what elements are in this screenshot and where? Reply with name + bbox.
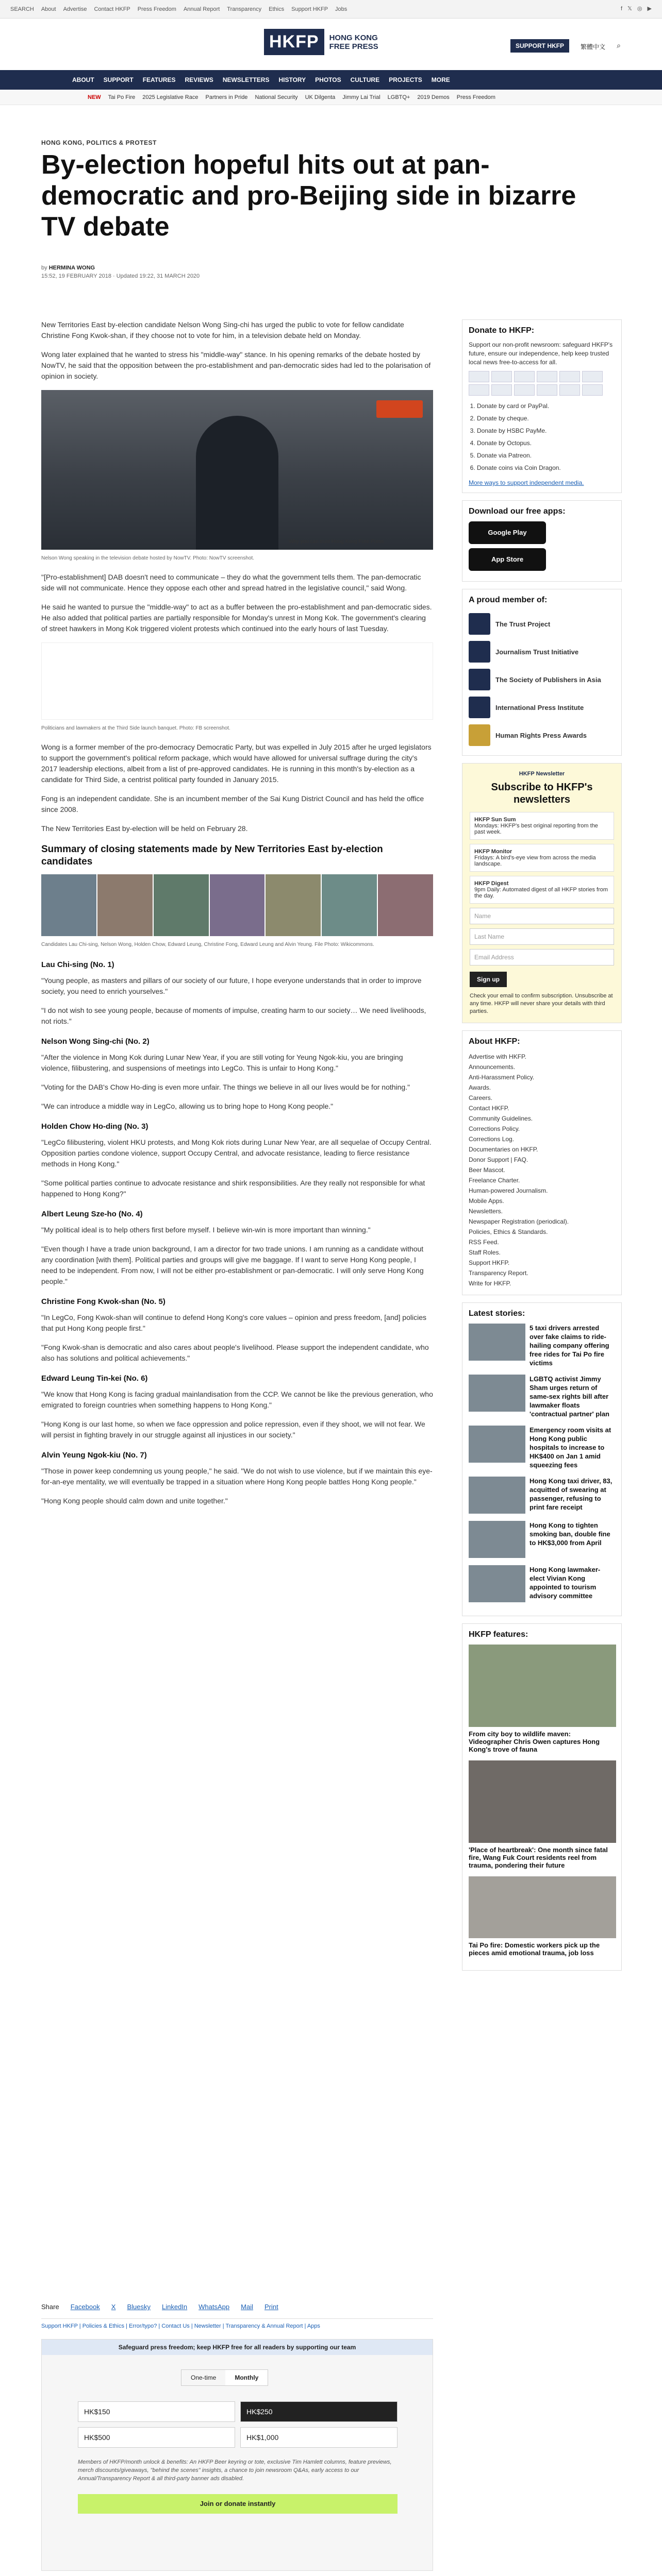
donation-methods <box>477 400 615 474</box>
share-linkedin[interactable]: LinkedIn <box>162 2303 188 2311</box>
share-print[interactable]: Print <box>264 2303 278 2311</box>
story-title[interactable]: Hong Kong lawmaker-elect Vivian Kong appointed to tourism advisory committee <box>529 1566 601 1600</box>
about-panel <box>462 1030 622 1295</box>
quote: "Hong Kong is our last home, so when we face oppression and police repression, even if they shoot, we will not fear. We will persist in fighting bravely in our struggle against all injustices in our society." <box>41 1420 425 1439</box>
quote: "Hong Kong people should calm down and unite together." <box>41 1497 228 1505</box>
nav-newsletters[interactable]: NEWSLETTERS <box>222 76 270 83</box>
nav-support[interactable]: SUPPORT <box>103 76 134 83</box>
member-name: Journalism Trust Initiative <box>495 648 579 656</box>
donate-panel <box>462 319 622 493</box>
member-name: Human Rights Press Awards <box>495 731 587 739</box>
donation-method[interactable]: 2. Donate by cheque. <box>477 412 615 425</box>
trending-item[interactable]: UK Dilgenta <box>305 94 336 100</box>
trending-item[interactable]: Partners in Pride <box>205 94 248 100</box>
paragraph: Fong is an independent candidate. She is an incumbent member of the Sai Kung District Council and has held the office since 2008. <box>41 794 424 814</box>
quote: "I do not wish to see young people, because of moments of impulse, creating harm to our society… We need livelihoods, not riots." <box>41 1006 426 1025</box>
about-link[interactable]: Transparency Report. <box>469 1269 528 1277</box>
about-link[interactable]: Donor Support | FAQ. <box>469 1156 528 1163</box>
trending-bar <box>0 90 662 105</box>
about-link[interactable]: Policies, Ethics & Standards. <box>469 1228 548 1235</box>
paragraph: He said he wanted to pursue the "middle-way" to act as a buffer between the pro-establishment and pan-democratic sides. He also added that political parties are partially responsible for Monday's unrest in Mong Kok. The government's clearing of street hawkers in Mong Kok triggered violent protests which continued into the early hours of last Tuesday. <box>41 603 432 633</box>
payment-icons <box>469 371 615 396</box>
story-item[interactable] <box>469 1375 615 1418</box>
about-link[interactable]: Write for HKFP. <box>469 1280 511 1287</box>
story-thumbnail <box>469 1375 525 1412</box>
nav-about[interactable]: ABOUT <box>72 76 94 83</box>
quote: "Young people, as masters and pillars of our society of our future, I hope everyone understands that in order to improve society, you need to enrich yourselves." <box>41 976 422 995</box>
donation-method[interactable]: 6. Donate coins via Coin Dragon. <box>477 462 615 474</box>
candidate-heading: Alvin Yeung Ngok-kiu (No. 7) <box>41 1451 147 1460</box>
google-play-button[interactable]: Google Play <box>469 521 546 544</box>
story-title[interactable]: LGBTQ activist Jimmy Sham urges return of same-sex rights bill after lawmaker floats 'contractual partner' plan <box>529 1375 609 1418</box>
latest-heading: Latest stories: <box>469 1309 525 1318</box>
top-link-transparency[interactable]: Transparency <box>227 6 262 12</box>
quote: "My political ideal is to help others first before myself. I believe win-win is more important than winning." <box>41 1226 371 1234</box>
donation-widget <box>41 2339 433 2571</box>
top-link-contact[interactable]: Contact HKFP <box>94 6 130 12</box>
newsletter-note: Check your email to confirm subscription. Unsubscribe at any time. HKFP will never share your details with third parties. <box>470 993 613 1014</box>
newsletter-name: HKFP Monitor <box>474 849 512 855</box>
about-link[interactable]: Announcements. <box>469 1063 516 1071</box>
latest-stories-panel <box>462 1302 622 1616</box>
app-store-button[interactable]: App Store <box>469 548 546 571</box>
story-title[interactable]: 5 taxi drivers arrested over fake claims to ride-hailing company offering free rides for Tai Po fire victims <box>529 1324 609 1367</box>
story-title[interactable]: Emergency room visits at Hong Kong public hospitals to increase to HK$400 on Jan 1 amid squeezing fees <box>529 1426 611 1469</box>
article-category[interactable]: HONG KONG, POLITICS & PROTEST <box>41 139 157 146</box>
last-name-field[interactable]: Last Name <box>470 928 614 945</box>
about-link[interactable]: Community Guidelines. <box>469 1115 533 1122</box>
search-icon[interactable]: ⌕ <box>617 41 621 49</box>
monthly-option[interactable]: Monthly <box>225 2370 268 2385</box>
article-dates: 15:52, 19 FEBRUARY 2018 · Updated 19:22, 31 MARCH 2020 <box>41 273 200 279</box>
trending-item[interactable]: Jimmy Lai Trial <box>342 94 380 100</box>
newsletter-name: HKFP Sun Sum <box>474 817 516 823</box>
one-time-option[interactable]: One-time <box>191 2374 217 2381</box>
trending-item[interactable]: 2025 Legislative Race <box>142 94 198 100</box>
share-x[interactable]: X <box>111 2303 116 2311</box>
story-thumbnail <box>469 1426 525 1463</box>
byline <box>41 264 200 280</box>
member-name: International Press Institute <box>495 703 584 711</box>
quote: "Even though I have a trade union background, I am a director for two trade unions. I am running as a candidate without any coordination [with them]. Political parties and groups will give me baggage. If I want to serve Hong Kong people, I need to be independent. From now, I will not be either pro-establishment or pan-democratic. I will only serve Hong Kong people." <box>41 1245 424 1285</box>
feature-title[interactable]: 'Place of heartbreak': One month since fatal fire, Wang Fuk Court residents reel from trauma, pondering their future <box>469 1846 608 1869</box>
candidate-heading: Albert Leung Sze-ho (No. 4) <box>41 1210 143 1218</box>
membership-panel <box>462 589 622 756</box>
candidates-photo <box>41 874 433 936</box>
nowtv-logo <box>376 400 423 418</box>
photo-caption: Candidates Lau Chi-sing, Nelson Wong, Holden Chow, Edward Leung, Christine Fong, Edward Leung and Alvin Yeung. File Photo: Wikicommons. <box>41 942 374 947</box>
top-link-ethics[interactable]: Ethics <box>269 6 285 12</box>
story-item[interactable] <box>469 1426 615 1469</box>
trending-item[interactable]: LGBTQ+ <box>387 94 410 100</box>
masthead <box>0 19 662 70</box>
member-heading: A proud member of: <box>469 596 548 604</box>
newsletter-desc: 9pm Daily: Automated digest of all HKFP stories from the day. <box>474 887 608 899</box>
features-panel <box>462 1623 622 1971</box>
candidate-heading: Christine Fong Kwok-shan (No. 5) <box>41 1297 166 1306</box>
share-facebook[interactable]: Facebook <box>70 2303 100 2311</box>
donation-method[interactable]: 5. Donate via Patreon. <box>477 449 615 462</box>
amount-option[interactable]: HK$150 <box>78 2401 235 2422</box>
feature-image[interactable] <box>469 1876 616 1938</box>
article-body <box>41 319 433 1515</box>
nav-history[interactable]: HISTORY <box>278 76 306 83</box>
donate-text: Support our non-profit newsroom: safeguard HKFP's future, ensure our independence, help keep trusted local news free-to-access for all. <box>469 341 613 366</box>
trending-new-badge: NEW <box>88 94 101 100</box>
speaker-figure <box>196 416 278 550</box>
share-bluesky[interactable]: Bluesky <box>127 2303 151 2311</box>
story-item[interactable] <box>469 1565 615 1602</box>
top-link-jobs[interactable]: Jobs <box>335 6 347 12</box>
signup-button[interactable]: Sign up <box>470 972 507 987</box>
language-switch[interactable]: 繁體中文 <box>580 43 605 50</box>
quote: "LegCo filibustering, violent HKU protests, and Mong Kok riots during Lunar New Year, are all sequelae of Occupy Central. Opposition parties condone violence, support Occupy Central, and advocate resistance, leading to fierce resistance methods in Hong Kong." <box>41 1138 432 1168</box>
x-icon[interactable]: 𝕏 <box>627 6 632 12</box>
newsletter-desc: Fridays: A bird's-eye view from across the media landscape. <box>474 855 596 867</box>
frequency-toggle <box>181 2369 268 2386</box>
story-title[interactable]: Hong Kong to tighten smoking ban, double fine to HK$3,000 from April <box>529 1521 610 1547</box>
quote: "Fong Kwok-shan is democratic and also cares about people's livelihood. Please support the independent candidate, who also has solutions and political achievements." <box>41 1343 429 1362</box>
instagram-icon[interactable]: ◎ <box>637 6 642 12</box>
top-link-support[interactable]: Support HKFP <box>291 6 328 12</box>
newsletter-option-sun-sum[interactable] <box>470 812 614 840</box>
candidate-heading: Holden Chow Ho-ding (No. 3) <box>41 1122 148 1131</box>
quote: "Voting for the DAB's Chow Ho-ding is even more unfair. The things we believe in all our lives would be for nothing." <box>41 1083 410 1091</box>
newsletter-panel <box>462 763 622 1023</box>
nav-photos[interactable]: PHOTOS <box>315 76 341 83</box>
member-name: The Trust Project <box>495 620 551 628</box>
email-field[interactable]: Email Address <box>470 949 614 965</box>
membership-benefits: Members of HKFP/month unlock & benefits: An HKFP Beer keyring or tote, exclusive Tim Hamlett columns, feature previews, merch discounts/giveaways, "behind the scenes" insights, a chance to join newsroom Q&As, early access to our Annual/Transparency Report & all third-party banner ads disabled. <box>78 2459 392 2482</box>
paragraph: Wong is a former member of the pro-democracy Democratic Party, but was expelled in July 2015 after he urged legislators to support the government's political reform package, which would have allowed for universal suffrage during the city's 2017 leadership elections, albeit from a list of pre-approved candidates. He is running in this month's by-election as a candidate for Third Side, a centrist political party founded in January 2015. <box>41 743 432 784</box>
story-item[interactable] <box>469 1324 615 1367</box>
about-link[interactable]: Contact HKFP. <box>469 1105 509 1112</box>
newsletter-option-monitor[interactable] <box>470 844 614 872</box>
top-link-press-freedom[interactable]: Press Freedom <box>137 6 176 12</box>
trending-item[interactable]: Tai Po Fire <box>108 94 136 100</box>
features-heading: HKFP features: <box>469 1630 528 1639</box>
about-link[interactable]: Awards. <box>469 1084 491 1091</box>
share-label: Share <box>41 2303 59 2311</box>
share-bar <box>41 2303 278 2311</box>
article-footer-links[interactable]: Support HKFP | Policies & Ethics | Error/typo? | Contact Us | Newsletter | Transparency & Annual Report | Apps <box>41 2318 433 2329</box>
logo-name-line1: HONG KONG <box>329 33 378 42</box>
nav-features[interactable]: FEATURES <box>142 76 176 83</box>
nav-more[interactable]: MORE <box>431 76 450 83</box>
author-name[interactable]: HERMINA WONG <box>48 265 95 271</box>
photo-caption: Nelson Wong speaking in the television debate hosted by NowTV. Photo: NowTV screenshot. <box>41 555 255 561</box>
donation-method[interactable]: 1. Donate by card or PayPal. <box>477 400 615 412</box>
about-link[interactable]: Newsletters. <box>469 1208 503 1215</box>
apps-panel <box>462 500 622 582</box>
quote: "We can introduce a middle way in LegCo, allowing us to bring hope to Hong Kong people." <box>41 1102 334 1110</box>
story-title[interactable]: Hong Kong taxi driver, 83, acquitted of swearing at passenger, refusing to print fare receipt <box>529 1477 613 1511</box>
newsletter-heading: Subscribe to HKFP's newsletters <box>491 782 593 805</box>
amount-option-selected[interactable]: HK$250 <box>240 2401 398 2422</box>
paragraph: Wong later explained that he wanted to stress his "middle-way" stance. In his opening remarks of the debate hosted by NowTV, he said that the opposition between the pro-establishment and pan-democratic sides had led to the polarisation of opinion in society. <box>41 350 431 380</box>
paragraph: The New Territories East by-election will be held on February 28. <box>41 824 248 833</box>
feature-image[interactable] <box>469 1645 616 1727</box>
feature-title[interactable]: Tai Po fire: Domestic workers pick up the pieces amid emotional trauma, job loss <box>469 1941 600 1957</box>
story-thumbnail <box>469 1324 525 1361</box>
more-ways-link[interactable]: More ways to support independent media. <box>469 479 584 486</box>
facebook-icon[interactable]: f <box>620 5 623 12</box>
about-link[interactable]: Corrections Policy. <box>469 1125 520 1132</box>
site-logo[interactable] <box>264 29 378 55</box>
logo-mark: HKFP <box>264 29 324 55</box>
newsletter-option-digest[interactable] <box>470 876 614 904</box>
about-link[interactable]: Support HKFP. <box>469 1259 510 1266</box>
about-link[interactable]: Documentaries on HKFP. <box>469 1146 538 1153</box>
byline-by: by <box>41 265 47 271</box>
why-trust-link[interactable]: Why you can trust Hong Kong Free Press <box>289 539 384 545</box>
sidebar <box>462 319 622 1978</box>
logo-name-line2: FREE PRESS <box>329 42 378 51</box>
candidate-heading: Edward Leung Tin-kei (No. 6) <box>41 1374 148 1383</box>
feature-image[interactable] <box>469 1760 616 1843</box>
top-link-annual-report[interactable]: Annual Report <box>183 6 220 12</box>
about-link[interactable]: Advertise with HKFP. <box>469 1053 526 1060</box>
quote: "Those in power keep condemning us young people," he said. "We do not wish to use violence, but if we maintain this eye-for-an-eye mentality, we will eventually be trapped in a situation where Hong Kong people battles Hong Kong people." <box>41 1467 433 1486</box>
about-links <box>469 1052 615 1289</box>
newsletter-logo: HKFP Newsletter <box>519 771 565 777</box>
member-logo[interactable] <box>469 610 615 638</box>
donate-heading: Donate to HKFP: <box>469 326 535 335</box>
newsletter-name: HKFP Digest <box>474 880 509 887</box>
amount-option[interactable]: HK$1,000 <box>240 2427 398 2448</box>
quote: "After the violence in Mong Kok during Lunar New Year, if you are still voting for Yeung Ngok-kiu, you are bringing violence, filibustering, and suspensions of meetings into LegCo. This is unfair to Hong Kong." <box>41 1053 403 1072</box>
trending-item[interactable]: 2019 Demos <box>417 94 450 100</box>
nav-culture[interactable]: CULTURE <box>350 76 380 83</box>
about-link[interactable]: Staff Roles. <box>469 1249 501 1256</box>
about-link[interactable]: Newspaper Registration (periodical). <box>469 1218 569 1225</box>
amount-option[interactable]: HK$500 <box>78 2427 235 2448</box>
candidate-heading: Nelson Wong Sing-chi (No. 2) <box>41 1037 150 1046</box>
banquet-photo <box>41 642 433 720</box>
story-thumbnail <box>469 1521 525 1558</box>
story-thumbnail <box>469 1565 525 1602</box>
apps-heading: Download our free apps: <box>469 507 566 516</box>
main-nav <box>0 70 662 90</box>
member-name: The Society of Publishers in Asia <box>495 675 601 684</box>
about-link[interactable]: Anti-Harassment Policy. <box>469 1074 535 1081</box>
newsletter-desc: Mondays: HKFP's best original reporting from the past week. <box>474 823 598 835</box>
candidate-heading: Lau Chi-sing (No. 1) <box>41 960 114 969</box>
about-heading: About HKFP: <box>469 1037 520 1046</box>
utility-bar <box>0 0 662 19</box>
trending-item[interactable]: Press Freedom <box>456 94 495 100</box>
about-link[interactable]: Mobile Apps. <box>469 1197 504 1205</box>
donation-method[interactable]: 3. Donate by HSBC PayMe. <box>477 425 615 437</box>
share-whatsapp[interactable]: WhatsApp <box>198 2303 230 2311</box>
support-hkfp-button[interactable]: SUPPORT HKFP <box>510 39 569 53</box>
nav-reviews[interactable]: REVIEWS <box>185 76 213 83</box>
section-heading: Summary of closing statements made by New Territories East by-election candidates <box>41 844 383 867</box>
amount-options <box>78 2401 398 2448</box>
top-link-about[interactable]: About <box>41 6 56 12</box>
debate-photo <box>41 390 433 550</box>
member-logo[interactable] <box>469 638 615 666</box>
member-logo[interactable] <box>469 693 615 721</box>
about-link[interactable]: Careers. <box>469 1094 493 1101</box>
youtube-icon[interactable]: ▶ <box>647 6 652 12</box>
story-thumbnail <box>469 1477 525 1514</box>
top-link-advertise[interactable]: Advertise <box>63 6 87 12</box>
feature-title[interactable]: From city boy to wildlife maven: Videographer Chris Owen captures Hong Kong's trove of fauna <box>469 1730 600 1753</box>
about-link[interactable]: RSS Feed. <box>469 1239 499 1246</box>
nav-projects[interactable]: PROJECTS <box>389 76 422 83</box>
paragraph: "[Pro-establishment] DAB doesn't need to communicate – they do what the government tells them. The pan-democratic side will not communicate. Hence they oppose each other and spread hatred in the legislative council," said Wong. <box>41 573 421 592</box>
quote: "Some political parties continue to advocate resistance and shirk responsibilities. Are they really not responsible for what happened to Hong Kong?" <box>41 1179 425 1198</box>
about-link[interactable]: Corrections Log. <box>469 1136 515 1143</box>
paragraph: New Territories East by-election candidate Nelson Wong Sing-chi has urged the public to vote for fellow candidate Christine Fong Kwok-shan, if they choose not to vote for him, in a television debate held on Monday. <box>41 320 404 340</box>
about-link[interactable]: Beer Mascot. <box>469 1166 505 1174</box>
share-mail[interactable]: Mail <box>241 2303 253 2311</box>
trending-item[interactable]: National Security <box>255 94 298 100</box>
top-link-search[interactable]: SEARCH <box>10 6 34 12</box>
name-field[interactable]: Name <box>470 908 614 924</box>
article-headline: By-election hopeful hits out at pan-democratic and pro-Beijing side in bizarre TV debate <box>41 150 576 242</box>
donation-banner: Safeguard press freedom; keep HKFP free for all readers by supporting our team <box>42 2340 433 2355</box>
quote: "In LegCo, Fong Kwok-shan will continue to defend Hong Kong's core values – opinion and press freedom, [and] policies that put Hong Kong people first." <box>41 1313 426 1332</box>
quote: "We know that Hong Kong is facing gradual mainlandisation from the CCP. We cannot be like the previous generation, who emigrated to foreign countries when something happens to Hong Kong." <box>41 1390 433 1409</box>
donation-method[interactable]: 4. Donate by Octopus. <box>477 437 615 449</box>
about-link[interactable]: Human-powered Journalism. <box>469 1187 548 1194</box>
about-link[interactable]: Freelance Charter. <box>469 1177 520 1184</box>
donate-button[interactable]: Join or donate instantly <box>78 2494 398 2514</box>
story-item[interactable] <box>469 1477 615 1514</box>
member-logo[interactable] <box>469 666 615 693</box>
photo-caption: Politicians and lawmakers at the Third Side launch banquet. Photo: FB screenshot. <box>41 725 230 731</box>
member-logo[interactable] <box>469 721 615 749</box>
story-item[interactable] <box>469 1521 615 1558</box>
